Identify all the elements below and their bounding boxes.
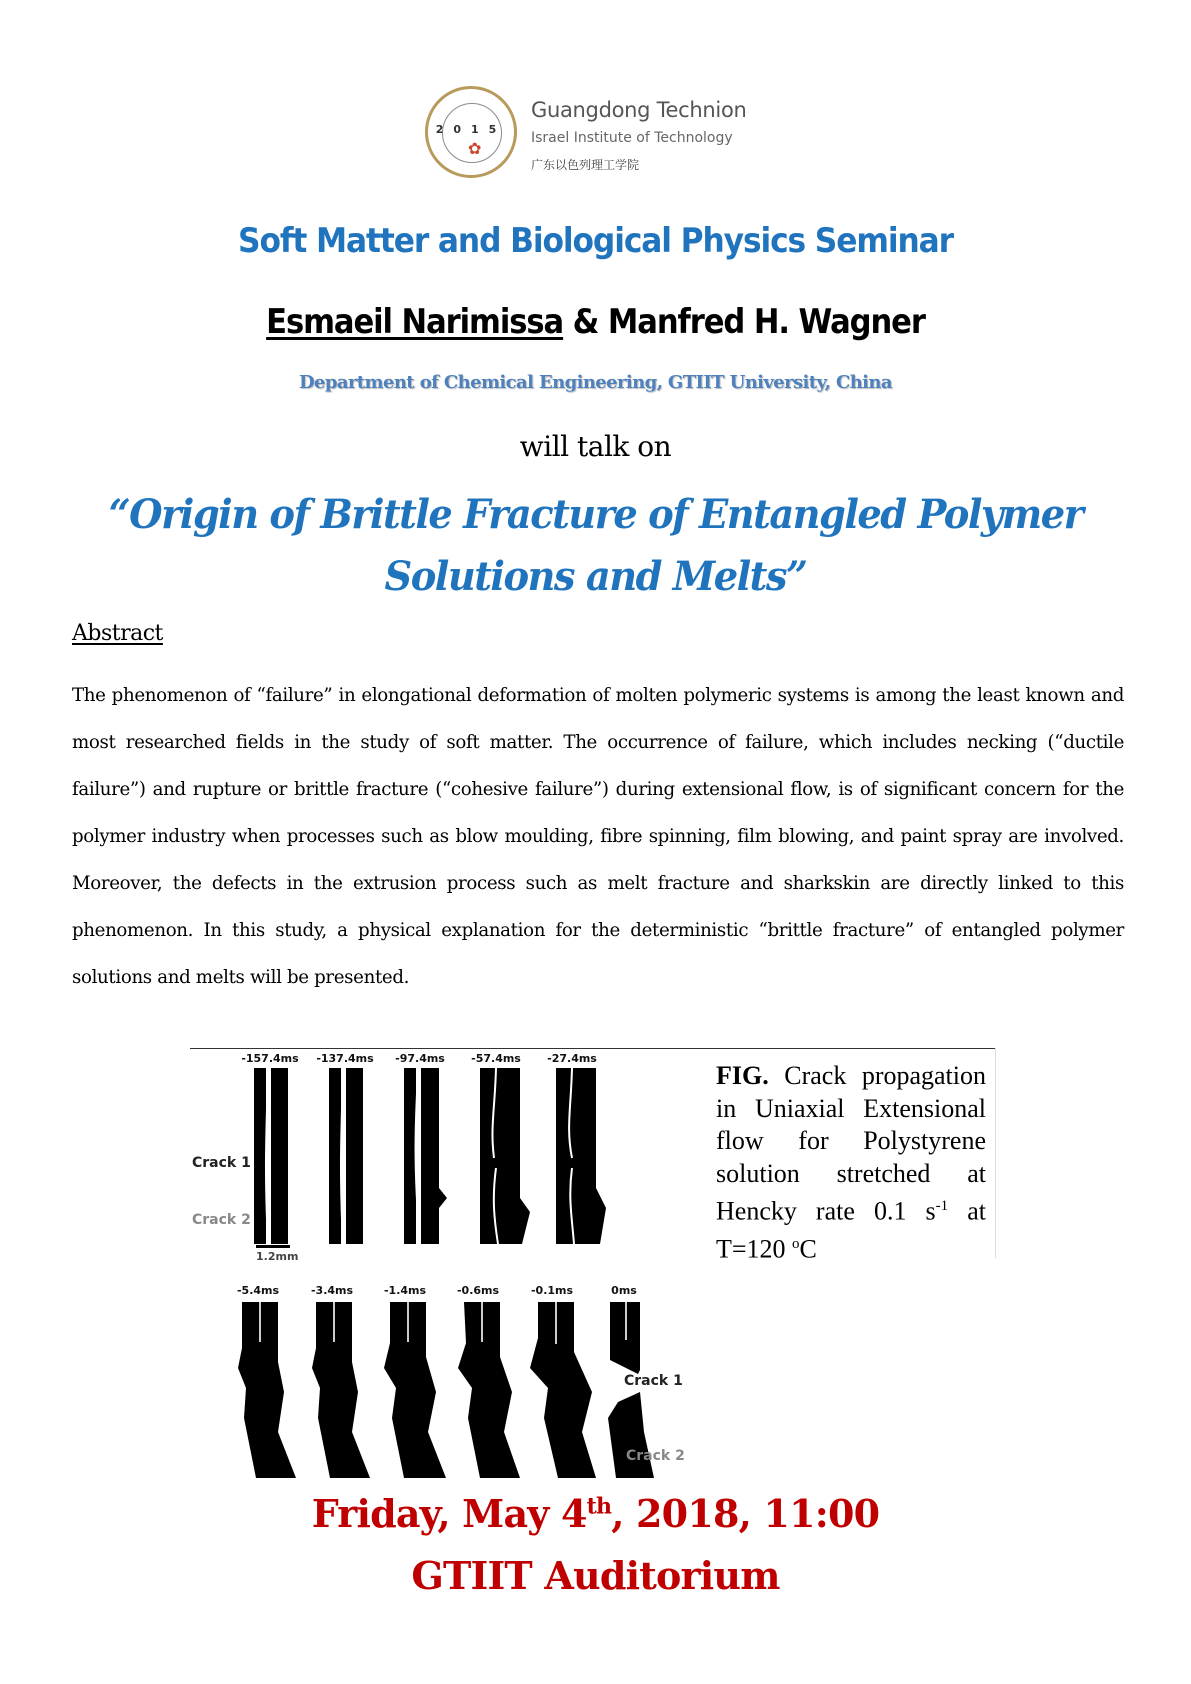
scale-label: 1.2mm bbox=[256, 1250, 299, 1263]
time-label: 0ms bbox=[611, 1284, 637, 1297]
seminar-series-title: Soft Matter and Biological Physics Seminar bbox=[238, 221, 953, 261]
time-label: -3.4ms bbox=[310, 1284, 354, 1297]
talk-title-line-1: “Origin of Brittle Fracture of Entangled Polymer bbox=[108, 491, 1083, 538]
speakers bbox=[60, 302, 1132, 342]
scale-bar bbox=[256, 1245, 290, 1248]
institution-logo bbox=[425, 86, 775, 182]
time-label: -27.4ms bbox=[547, 1052, 597, 1065]
logo-name: Guangdong Technion bbox=[531, 98, 747, 122]
flower-icon: ✿ bbox=[468, 139, 482, 158]
talk-title bbox=[24, 484, 1167, 608]
time-label: -157.4ms bbox=[241, 1052, 299, 1065]
seal-year: 2015 bbox=[435, 123, 507, 136]
crack-1-label: Crack 1 bbox=[624, 1373, 683, 1389]
time-label: -0.6ms bbox=[456, 1284, 500, 1297]
crack-1-label: Crack 1 bbox=[192, 1155, 251, 1171]
top-row-strips bbox=[254, 1068, 614, 1244]
abstract-body: The phenomenon of “failure” in elongational deformation of molten polymeric systems is among the least known and most researched fields in the study of soft matter. The occurrence of failure, which includes necking (“ductile failure”) and rupture or brittle fracture (“cohesive failure”) during extensional flow, is of significant concern for the polymer industry when processes such as blow moulding, fibre spinning, film blowing, and paint spray are involved. Moreover, the defects in the extrusion process such as melt fracture and sharkskin are directly linked to this phenomenon. In this study, a physical explanation for the deterministic “brittle fracture” of entangled polymer solutions and melts will be presented. bbox=[72, 685, 1124, 988]
figure-caption: FIG. Crack propagation in Uniaxial Extensional flow for Polystyrene solution stretched at Hencky rate 0.1 $s^{-1}$ at T=120 $^o$C bbox=[716, 1061, 987, 1264]
time-label: -137.4ms bbox=[316, 1052, 374, 1065]
bottom-row-strips bbox=[238, 1302, 658, 1478]
time-label: -5.4ms bbox=[236, 1284, 280, 1297]
event-venue: GTIIT Auditorium bbox=[411, 1553, 780, 1598]
logo-chinese-name: 广东以色列理工学院 bbox=[531, 158, 640, 172]
speaker-joiner: & bbox=[563, 302, 608, 342]
abstract-heading: Abstract bbox=[72, 621, 163, 646]
logo-subtitle: Israel Institute of Technology bbox=[531, 130, 733, 146]
event-date: Friday, May 4th, 2018, 11:00 bbox=[311, 1491, 880, 1536]
intro-text: will talk on bbox=[519, 430, 672, 463]
time-label: -0.1ms bbox=[530, 1284, 574, 1297]
talk-title-line-2: Solutions and Melts” bbox=[384, 553, 807, 600]
crack-2-label: Crack 2 bbox=[626, 1448, 685, 1464]
speaker-secondary: Manfred H. Wagner bbox=[607, 302, 925, 342]
crack-propagation-figure bbox=[190, 1048, 996, 1480]
affiliation: Department of Chemical Engineering, GTIIT University, China bbox=[299, 372, 892, 393]
time-label: -57.4ms bbox=[471, 1052, 521, 1065]
caption-prefix: FIG. bbox=[716, 1061, 769, 1090]
speaker-primary: Esmaeil Narimissa bbox=[266, 302, 564, 342]
time-label: -97.4ms bbox=[395, 1052, 445, 1065]
crack-2-label: Crack 2 bbox=[192, 1212, 251, 1228]
technion-seal-icon bbox=[425, 86, 517, 178]
time-label: -1.4ms bbox=[383, 1284, 427, 1297]
